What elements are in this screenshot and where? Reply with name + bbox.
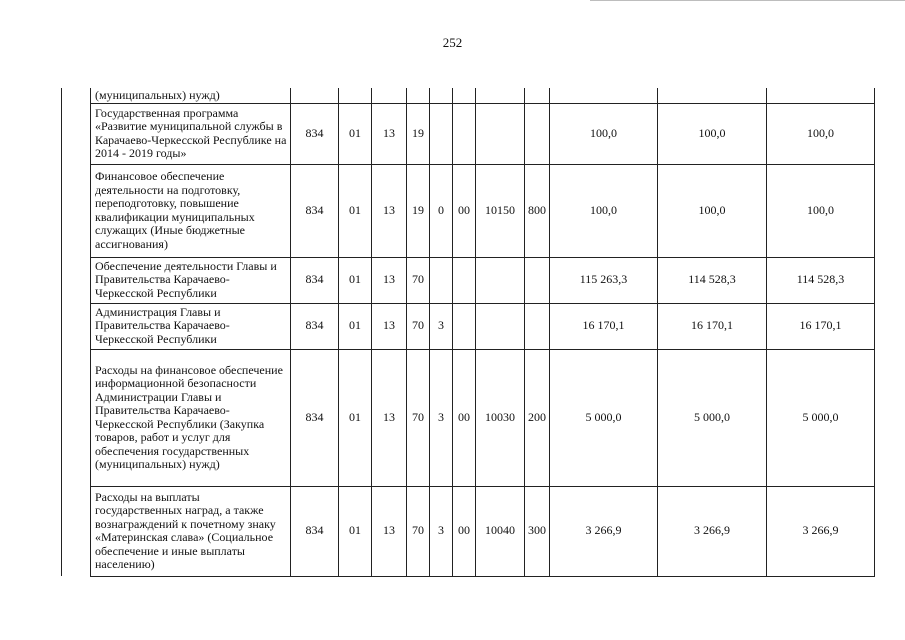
expense-code: 10040 <box>476 486 525 576</box>
program-code: 70 <box>407 349 430 486</box>
row-name: Государственная программа «Развитие муниципальной службы в Карачаево-Черкесской Республике на 2014 - 2019 годы» <box>91 103 291 164</box>
expense-type-code: 200 <box>525 349 550 486</box>
ministry-code: 834 <box>291 303 339 349</box>
subsection-code: 13 <box>372 486 407 576</box>
section-code: 01 <box>339 303 372 349</box>
expense-code <box>476 88 525 103</box>
blank-cell <box>62 303 91 349</box>
blank-cell <box>62 103 91 164</box>
amount-year-3: 100,0 <box>767 103 875 164</box>
direction-code <box>453 257 476 303</box>
program-code: 19 <box>407 164 430 257</box>
expense-code: 10030 <box>476 349 525 486</box>
blank-cell <box>62 257 91 303</box>
blank-cell <box>62 486 91 576</box>
ministry-code: 834 <box>291 164 339 257</box>
expense-type-code <box>525 257 550 303</box>
page-number: 252 <box>442 35 463 50</box>
direction-code: 00 <box>453 164 476 257</box>
section-code <box>339 88 372 103</box>
expense-code <box>476 303 525 349</box>
table-row <box>62 103 875 164</box>
amount-year-3: 16 170,1 <box>767 303 875 349</box>
table-row <box>62 88 875 103</box>
table-row <box>62 486 875 576</box>
direction-code <box>453 103 476 164</box>
table-row <box>62 349 875 486</box>
section-code: 01 <box>339 349 372 486</box>
amount-year-3: 5 000,0 <box>767 349 875 486</box>
table-row <box>62 164 875 257</box>
subsection-code: 13 <box>372 349 407 486</box>
amount-year-2: 3 266,9 <box>658 486 767 576</box>
amount-year-3: 3 266,9 <box>767 486 875 576</box>
row-name: Администрация Главы и Правительства Карачаево-Черкесской Республики <box>91 303 291 349</box>
top-edge-rule <box>590 0 905 1</box>
row-name: Обеспечение деятельности Главы и Правительства Карачаево-Черкесской Республики <box>91 257 291 303</box>
program-code: 70 <box>407 486 430 576</box>
amount-year-1: 3 266,9 <box>550 486 658 576</box>
subprogram-code: 3 <box>430 486 453 576</box>
subsection-code: 13 <box>372 103 407 164</box>
amount-year-2: 5 000,0 <box>658 349 767 486</box>
table-row <box>62 257 875 303</box>
amount-year-2: 114 528,3 <box>658 257 767 303</box>
amount-year-1: 5 000,0 <box>550 349 658 486</box>
expense-code <box>476 257 525 303</box>
subsection-code: 13 <box>372 164 407 257</box>
subsection-code <box>372 88 407 103</box>
ministry-code: 834 <box>291 103 339 164</box>
subprogram-code: 3 <box>430 303 453 349</box>
row-name: Расходы на финансовое обеспечение информационной безопасности Администрации Главы и Правительства Карачаево-Черкесской Республики (Закупка товаров, работ и услуг для обеспечения государственных (муниципальных) нужд) <box>91 349 291 486</box>
ministry-code: 834 <box>291 349 339 486</box>
ministry-code: 834 <box>291 257 339 303</box>
subprogram-code <box>430 103 453 164</box>
subprogram-code <box>430 257 453 303</box>
row-name: Расходы на выплаты государственных наград, а также вознаграждений к почетному знаку «Материнская слава» (Социальное обеспечение и иные выплаты населению) <box>91 486 291 576</box>
program-code <box>407 88 430 103</box>
subprogram-code: 3 <box>430 349 453 486</box>
blank-cell <box>62 349 91 486</box>
section-code: 01 <box>339 257 372 303</box>
amount-year-3 <box>767 88 875 103</box>
amount-year-2: 16 170,1 <box>658 303 767 349</box>
expense-code: 10150 <box>476 164 525 257</box>
row-name: Финансовое обеспечение деятельности на подготовку, переподготовку, повышение квалификации муниципальных служащих (Иные бюджетные ассигнования) <box>91 164 291 257</box>
direction-code: 00 <box>453 349 476 486</box>
amount-year-2: 100,0 <box>658 164 767 257</box>
program-code: 19 <box>407 103 430 164</box>
direction-code: 00 <box>453 486 476 576</box>
amount-year-1 <box>550 88 658 103</box>
expense-type-code: 300 <box>525 486 550 576</box>
amount-year-1: 115 263,3 <box>550 257 658 303</box>
direction-code <box>453 88 476 103</box>
amount-year-1: 100,0 <box>550 103 658 164</box>
amount-year-2 <box>658 88 767 103</box>
section-code: 01 <box>339 486 372 576</box>
amount-year-1: 16 170,1 <box>550 303 658 349</box>
section-code: 01 <box>339 164 372 257</box>
section-code: 01 <box>339 103 372 164</box>
row-name: (муниципальных) нужд) <box>91 88 291 103</box>
table-row <box>62 303 875 349</box>
budget-table <box>61 88 875 577</box>
blank-cell <box>62 164 91 257</box>
blank-cell <box>62 88 91 103</box>
ministry-code: 834 <box>291 486 339 576</box>
program-code: 70 <box>407 257 430 303</box>
subsection-code: 13 <box>372 303 407 349</box>
amount-year-1: 100,0 <box>550 164 658 257</box>
expense-type-code <box>525 103 550 164</box>
expense-code <box>476 103 525 164</box>
subsection-code: 13 <box>372 257 407 303</box>
subprogram-code: 0 <box>430 164 453 257</box>
direction-code <box>453 303 476 349</box>
ministry-code <box>291 88 339 103</box>
expense-type-code <box>525 88 550 103</box>
subprogram-code <box>430 88 453 103</box>
expense-type-code <box>525 303 550 349</box>
expense-type-code: 800 <box>525 164 550 257</box>
amount-year-3: 114 528,3 <box>767 257 875 303</box>
amount-year-2: 100,0 <box>658 103 767 164</box>
program-code: 70 <box>407 303 430 349</box>
amount-year-3: 100,0 <box>767 164 875 257</box>
